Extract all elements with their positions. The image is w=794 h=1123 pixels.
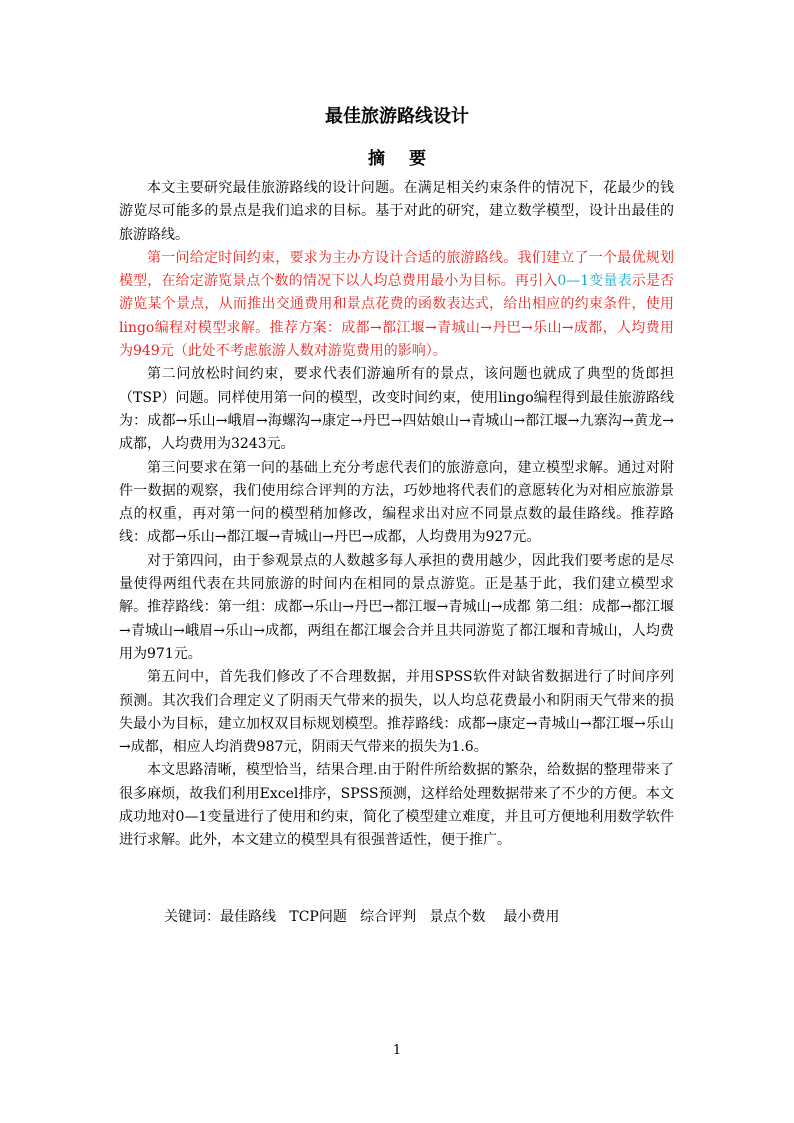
document-title: 最佳旅游路线设计 [325,106,469,127]
abstract-paragraph-7: 本文思路清晰，模型恰当，结果合理.由于附件所给数据的繁杂，给数据的整理带来了很多麻烦，故我们利用Excel排序，SPSS预测，这样给处理数据带来了不少的方便。本文成功地对0—1变量进行了使用和约束，简化了模型建立难度，并且可方便地利用数学软件进行求解。此外，本文建立的模型具有很强普适性，便于推广。 [119,762,674,849]
abstract-paragraph-6: 第五问中，首先我们修改了不合理数据，并用SPSS软件对缺省数据进行了时间序列预测。其次我们合理定义了阴雨天气带来的损失，以人均总花费最小和阴雨天气带来的损失最小为目标，建立加权双目标规划模型。推荐路线：成都→康定→青城山→都江堰→乐山→成都，相应人均消费987元，阴雨天气带来的损失为1.6。 [119,669,674,756]
abstract-paragraph-1: 本文主要研究最佳旅游路线的设计问题。在满足相关约束条件的情况下，花最少的钱游览尽可能多的景点是我们追求的目标。基于对此的研究，建立数学模型，设计出最佳的旅游路线。 [119,180,674,243]
keywords-line: 关键词：最佳路线 TCP问题 综合评判 景点个数 最小费用 [164,909,560,925]
paragraph-2-text-b: 示是否游览某个景点，从而推出交通费用和景点花费的函数表达式，给出相应的约束条件，使用lingo编程对模型求解。推荐方案：成都→都江堰→青城山→丹巴→乐山→成都，人均费用为949元（此处不考虑旅游人数对游览费用的影响）。 [119,273,674,360]
abstract-paragraph-4: 第三问要求在第一问的基础上充分考虑代表们的旅游意向，建立模型求解。通过对附件一数据的观察，我们使用综合评判的方法，巧妙地将代表们的意愿转化为对相应旅游景点的权重，再对第一问的模型稍加修改，编程求出对应不同景点数的最佳路线。推荐路线：成都→乐山→都江堰→青城山→丹巴→成都，人均费用为927元。 [119,459,674,546]
abstract-body [119,177,674,853]
abstract-paragraph-2 [119,247,674,363]
abstract-paragraph-5: 对于第四问，由于参观景点的人数越多每人承担的费用越少，因此我们要考虑的是尽量使得两组代表在共同旅游的时间内在相同的景点游览。正是基于此，我们建立模型求解。推荐路线：第一组：成都→乐山→丹巴→都江堰→青城山→成都 第二组：成都→都江堰→青城山→峨眉→乐山→成都，两组在都江堰会合并且共同游览了都江堰和青城山，人均费用为971元。 [119,552,674,662]
paragraph-2-highlighted-term: 0—1变量表 [557,273,632,290]
paragraph-2-text-a: 第一问给定时间约束，要求为主办方设计合适的旅游路线。我们建立了一个最优规划模型，在给定游览景点个数的情况下以人均总费用最小为目标。再引入 [119,249,674,290]
abstract-paragraph-3: 第二问放松时间约束，要求代表们游遍所有的景点，该问题也就成了典型的货郎担（TSP）问题。同样使用第一问的模型，改变时间约束，使用lingo编程得到最佳旅游路线为：成都→乐山→峨眉→海螺沟→康定→丹巴→四姑娘山→青城山→都江堰→九寨沟→黄龙→成都，人均费用为3243元。 [119,366,674,453]
page-number: 1 [392,1043,402,1058]
abstract-heading: 摘要 [368,149,450,169]
